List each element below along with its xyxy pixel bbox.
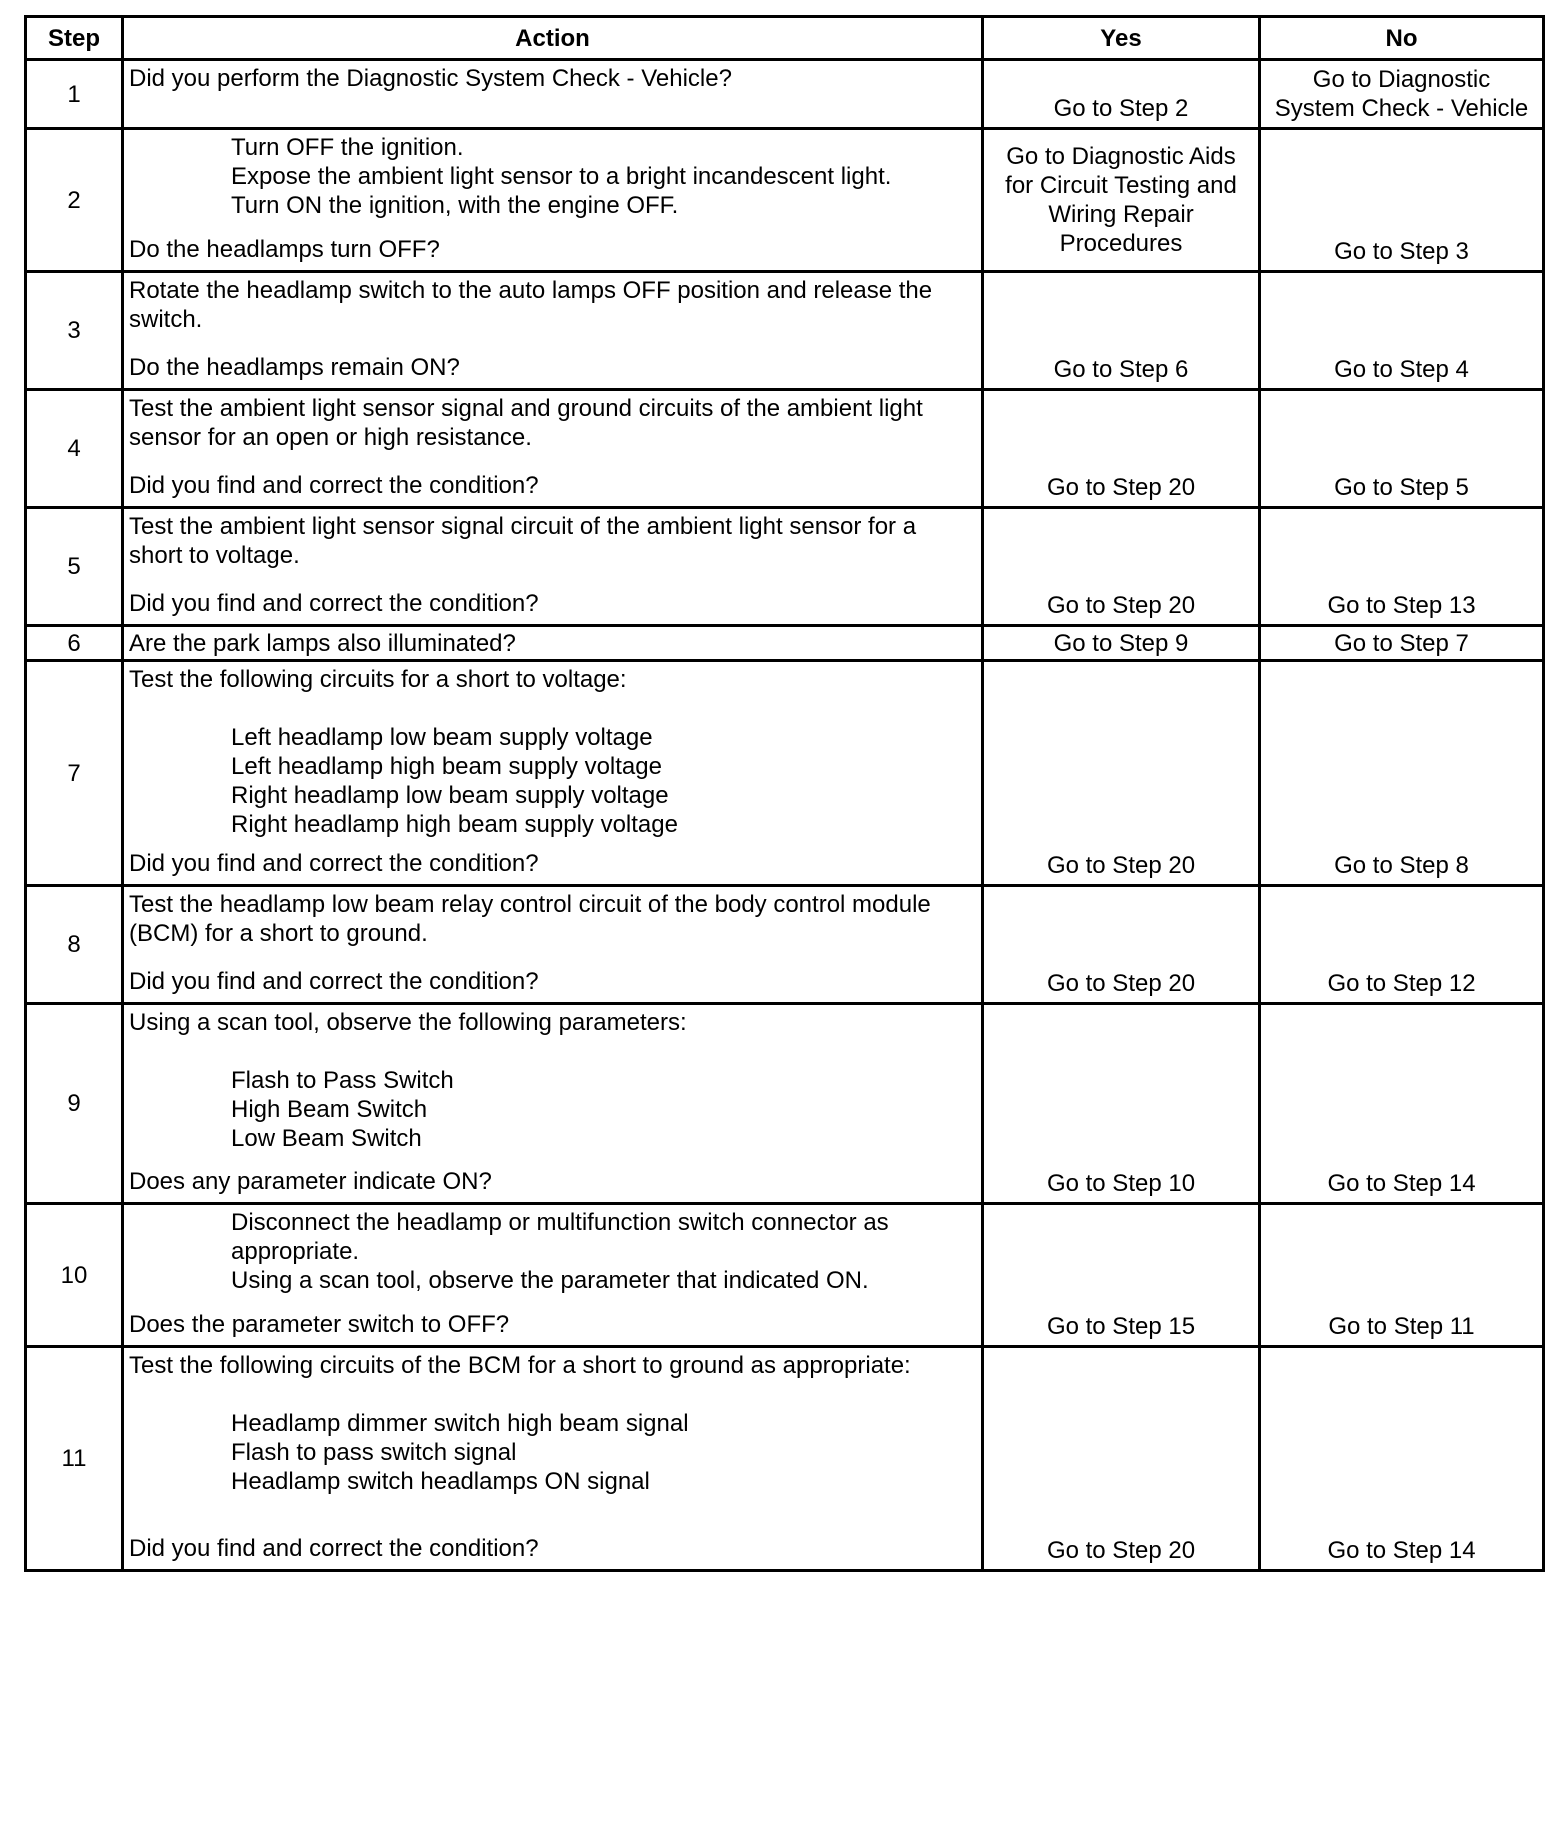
header-step: Step [26,17,123,60]
yes-cell: Go to Step 9 [983,626,1260,661]
yes-cell: Go to Step 20 [983,661,1260,886]
action-question: Does any parameter indicate ON? [129,1168,492,1195]
action-question: Did you find and correct the condition? [129,968,539,995]
yes-cell: Go to Step 6 [983,272,1260,390]
step-number: 9 [26,1004,123,1204]
yes-cell [983,129,1260,272]
header-action: Action [123,17,983,60]
yes-cell: Go to Step 2 [983,60,1260,129]
step-number: 7 [26,661,123,886]
action-cell [123,886,983,1004]
no-cell: Go to Step 11 [1260,1204,1544,1347]
table-row [26,508,1544,626]
action-bullet: Expose the ambient light sensor to a bright incandescent light. [231,163,892,190]
action-cell [123,1004,983,1204]
action-question: Does the parameter switch to OFF? [129,1311,510,1338]
table-row [26,626,1544,661]
action-line: Using a scan tool, observe the following parameters: [129,1009,687,1036]
action-bullet: Using a scan tool, observe the parameter that indicated ON. [231,1267,869,1294]
yes-line: Procedures [1059,230,1183,257]
no-line: Go to Diagnostic [1312,66,1491,93]
no-cell: Go to Step 14 [1260,1347,1544,1571]
action-cell [123,1204,983,1347]
no-cell: Go to Step 13 [1260,508,1544,626]
action-line: sensor for an open or high resistance. [129,424,532,451]
action-question: Do the headlamps remain ON? [129,354,460,381]
table-row [26,390,1544,508]
action-bullet: Low Beam Switch [231,1125,422,1152]
no-cell: Go to Step 14 [1260,1004,1544,1204]
header-yes: Yes [983,17,1260,60]
step-number: 2 [26,129,123,272]
no-cell: Go to Step 12 [1260,886,1544,1004]
yes-cell: Go to Step 20 [983,1347,1260,1571]
action-cell [123,129,983,272]
action-line: Rotate the headlamp switch to the auto lamps OFF position and release the [129,277,933,304]
no-cell: Go to Step 4 [1260,272,1544,390]
action-bullet: Headlamp dimmer switch high beam signal [231,1410,689,1437]
table-row [26,661,1544,886]
step-number: 6 [26,626,123,661]
action-cell [123,390,983,508]
action-line: (BCM) for a short to ground. [129,920,428,947]
action-bullet: Turn OFF the ignition. [231,134,464,161]
header-no: No [1260,17,1544,60]
action-bullet: Right headlamp high beam supply voltage [231,811,678,838]
yes-cell: Go to Step 10 [983,1004,1260,1204]
action-line: switch. [129,306,203,333]
yes-cell: Go to Step 20 [983,508,1260,626]
step-number: 3 [26,272,123,390]
table-row [26,60,1544,129]
action-question: Did you find and correct the condition? [129,590,539,617]
table-row [26,1204,1544,1347]
action-bullet: Headlamp switch headlamps ON signal [231,1468,650,1495]
action-question: Did you find and correct the condition? [129,472,539,499]
step-number: 5 [26,508,123,626]
yes-line: for Circuit Testing and [1005,172,1237,199]
action-cell [123,508,983,626]
action-bullet: Right headlamp low beam supply voltage [231,782,669,809]
action-question: Did you find and correct the condition? [129,1535,539,1562]
yes-line: Wiring Repair [1048,201,1194,228]
yes-cell: Go to Step 20 [983,390,1260,508]
table-row [26,1347,1544,1571]
diagnostic-table [24,15,1545,1572]
no-cell: Go to Step 8 [1260,661,1544,886]
action-bullet: Flash to Pass Switch [231,1067,454,1094]
table-row [26,272,1544,390]
action-bullet: Left headlamp low beam supply voltage [231,724,653,751]
step-number: 10 [26,1204,123,1347]
action-line: Test the following circuits for a short to voltage: [129,666,627,693]
table-row [26,1004,1544,1204]
action-line: Test the headlamp low beam relay control circuit of the body control module [129,891,931,918]
no-cell [1260,60,1544,129]
action-cell [123,272,983,390]
action-line: short to voltage. [129,542,300,569]
action-line: Test the ambient light sensor signal circuit of the ambient light sensor for a [129,513,917,540]
yes-cell: Go to Step 15 [983,1204,1260,1347]
action-question: Are the park lamps also illuminated? [123,626,983,661]
step-number: 8 [26,886,123,1004]
action-cell [123,661,983,886]
header-row [26,17,1544,60]
action-line: Test the ambient light sensor signal and ground circuits of the ambient light [129,395,923,422]
action-bullet: appropriate. [231,1238,360,1265]
table-row [26,886,1544,1004]
yes-line: Go to Diagnostic Aids [1006,143,1236,170]
action-bullet: Left headlamp high beam supply voltage [231,753,662,780]
action-question: Did you find and correct the condition? [129,850,539,877]
action-bullet: High Beam Switch [231,1096,428,1123]
action-cell [123,60,983,129]
no-cell: Go to Step 5 [1260,390,1544,508]
action-question: Do the headlamps turn OFF? [129,236,440,263]
table-row [26,129,1544,272]
action-cell [123,1347,983,1571]
yes-cell: Go to Step 20 [983,886,1260,1004]
action-bullet: Flash to pass switch signal [231,1439,517,1466]
no-cell: Go to Step 3 [1260,129,1544,272]
action-line: Did you perform the Diagnostic System Check - Vehicle? [129,65,732,92]
no-line: System Check - Vehicle [1274,95,1529,122]
step-number: 1 [26,60,123,129]
action-bullet: Turn ON the ignition, with the engine OFF. [231,192,679,219]
step-number: 11 [26,1347,123,1571]
no-cell: Go to Step 7 [1260,626,1544,661]
step-number: 4 [26,390,123,508]
action-line: Test the following circuits of the BCM for a short to ground as appropriate: [129,1352,911,1379]
action-bullet: Disconnect the headlamp or multifunction switch connector as [231,1209,889,1236]
